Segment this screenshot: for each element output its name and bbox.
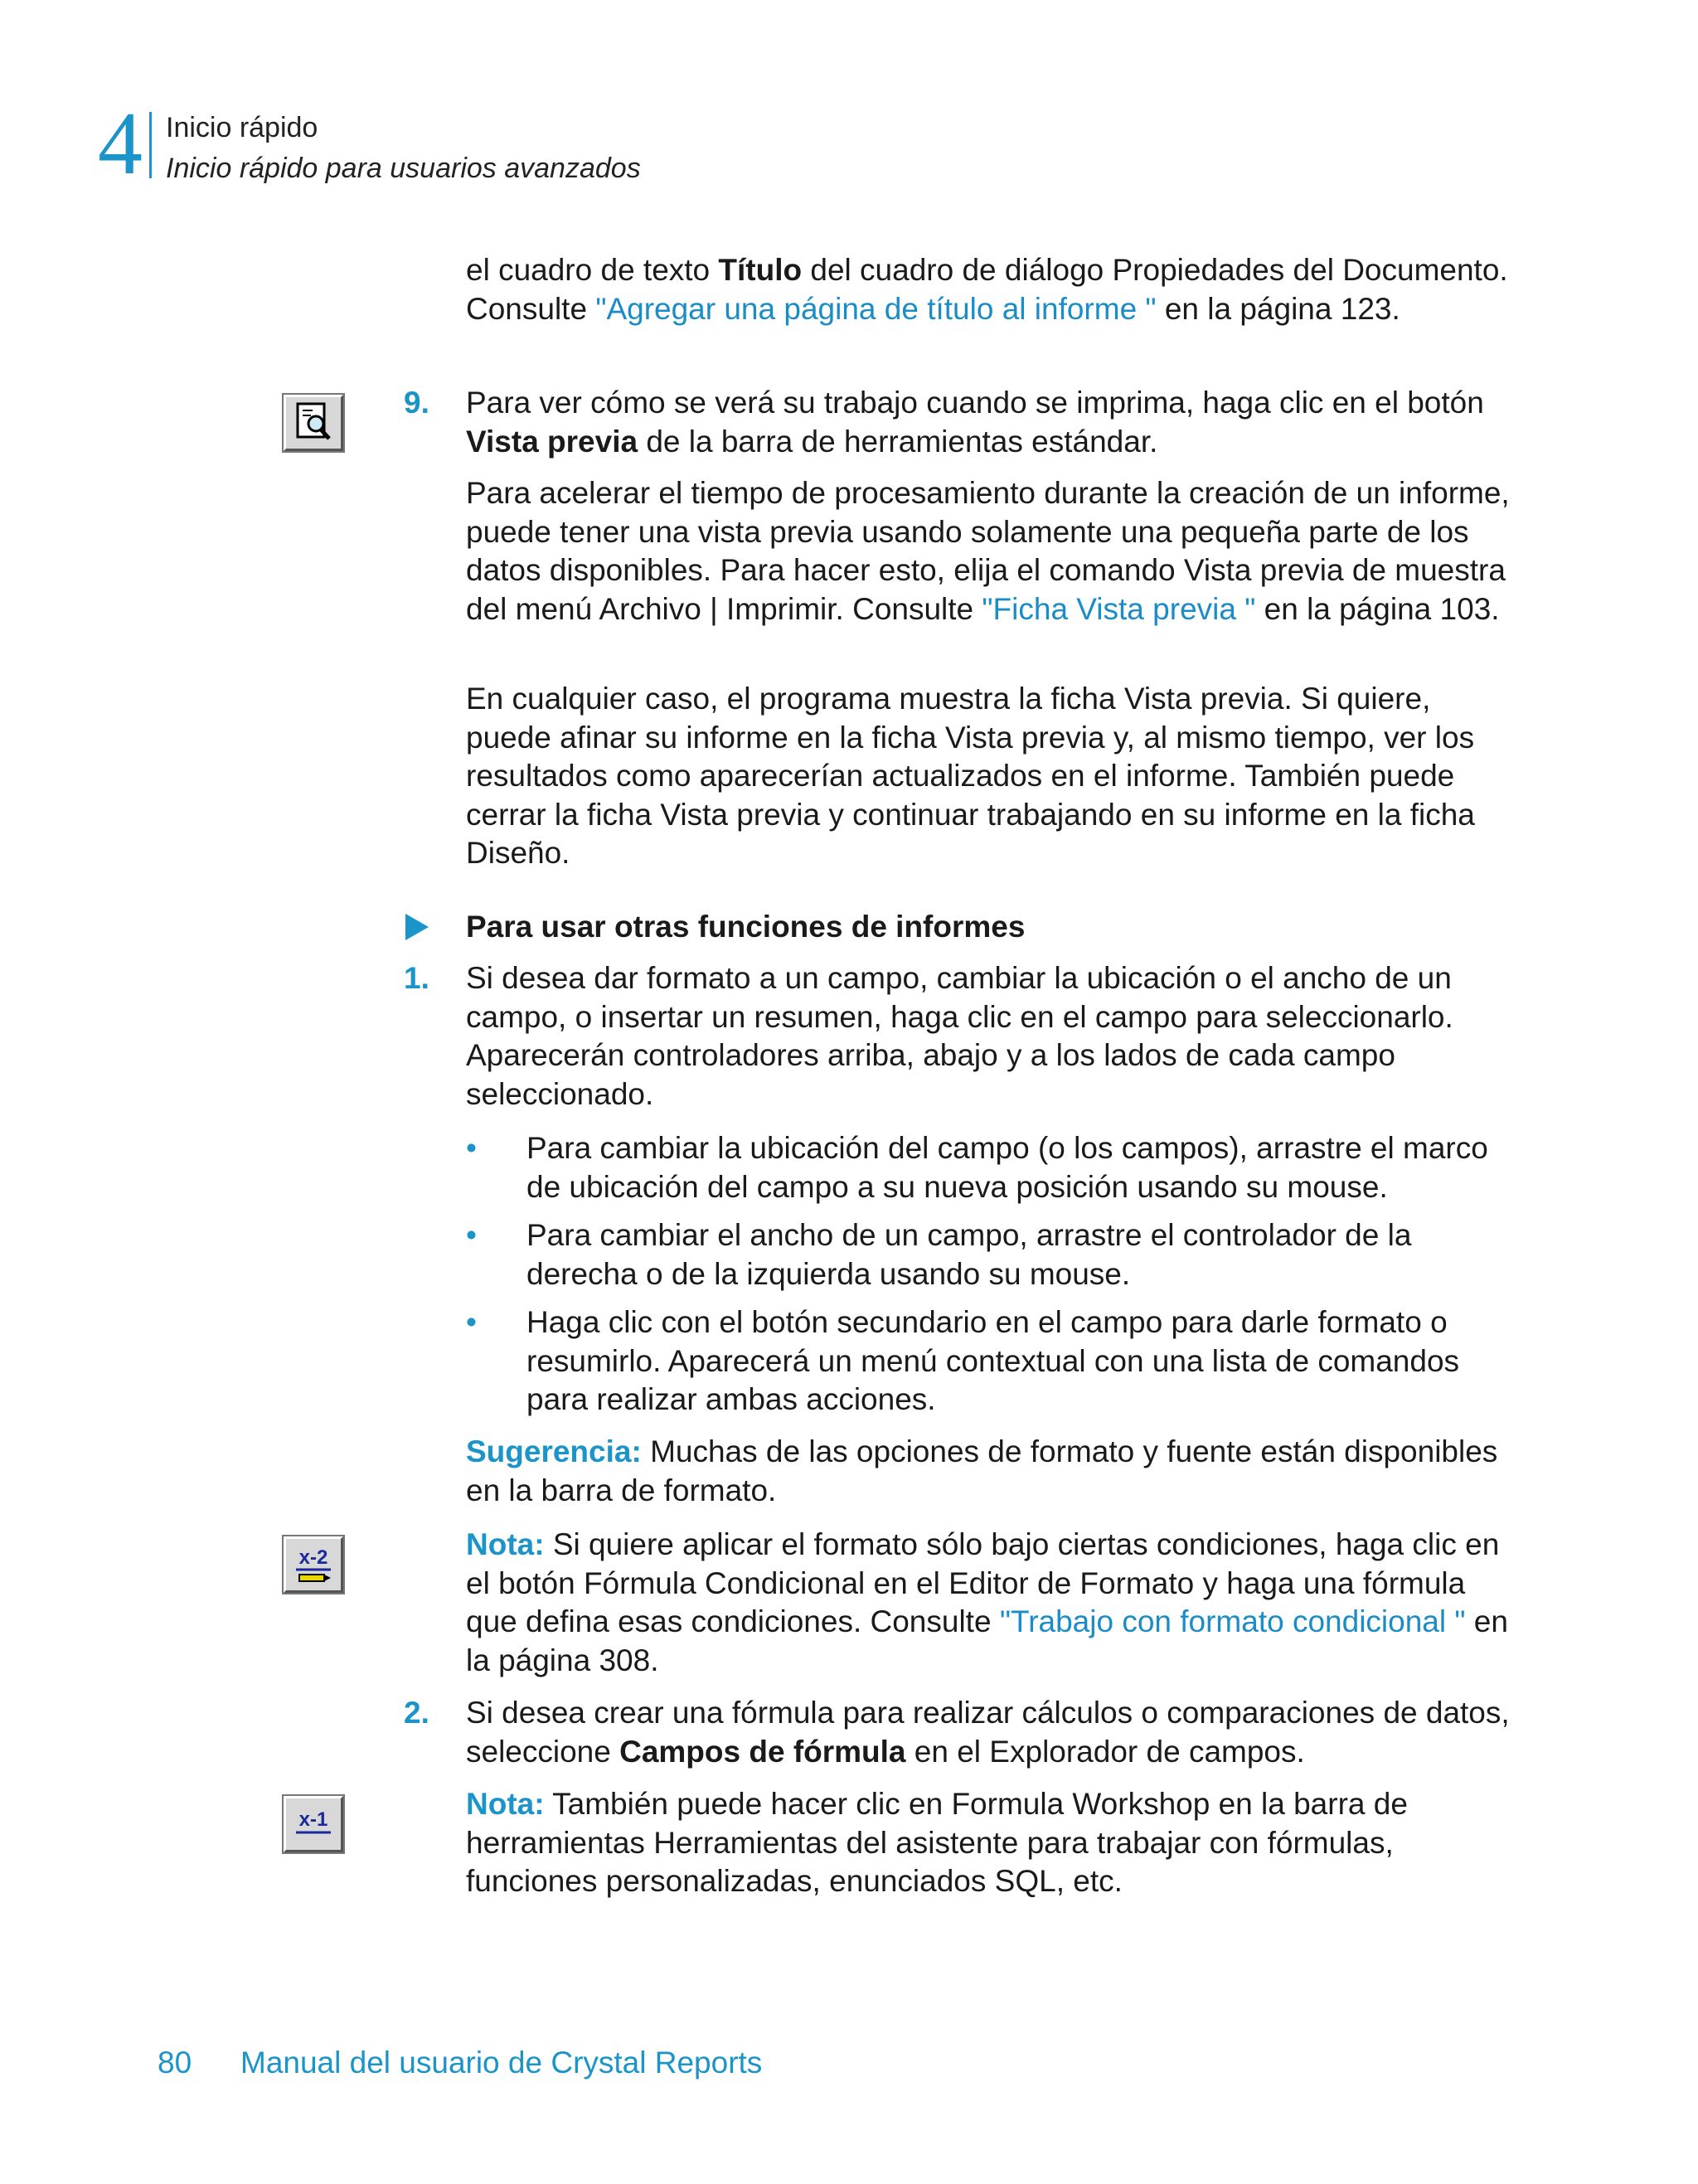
running-header-subtitle: Inicio rápido para usuarios avanzados <box>166 153 641 184</box>
page-number: 80 <box>158 2046 192 2080</box>
conditional-formula-glyph <box>286 1539 341 1590</box>
step2-text-c: en el Explorador de campos. <box>905 1734 1305 1769</box>
tip-paragraph <box>466 1433 1511 1510</box>
print-preview-glyph <box>286 397 341 449</box>
conditional-formula-glyph-text: x-2 <box>298 1546 328 1569</box>
step2-text-a: Si desea crear una fórmula para realizar cálculos o comparaciones de datos, seleccione <box>466 1696 1510 1769</box>
step9-text-a: Para ver cómo se verá su trabajo cuando se imprima, haga clic en el botón <box>466 386 1484 420</box>
link-title-page[interactable]: "Agregar una página de título al informe " <box>595 291 1157 326</box>
link-preview-tab[interactable]: "Ficha Vista previa " <box>982 591 1256 626</box>
procedure-title: Para usar otras funciones de informes <box>466 910 1026 944</box>
step2-text <box>466 1694 1511 1771</box>
bullet-marker: • <box>466 1305 477 1339</box>
intro-paragraph <box>466 251 1511 328</box>
note-label: Nota: <box>466 1787 545 1821</box>
note-text-a: Si quiere aplicar el formato sólo bajo ciertas condiciones, haga clic en el botón Fórmula Condicional en el Editor de Formato y haga una fórmula que defina esas condiciones. Consulte <box>466 1527 1500 1638</box>
note-paragraph-1 <box>466 1526 1511 1680</box>
step-number-1: 1. <box>404 961 429 995</box>
note-text-b: en la página 308. <box>466 1604 1508 1677</box>
note-paragraph-2 <box>466 1785 1511 1901</box>
intro-text-d: en la página 123. <box>1156 291 1400 326</box>
intro-text-a: el cuadro de texto <box>466 253 719 287</box>
step9-para2-a: Para acelerar el tiempo de procesamiento durante la creación de un informe, puede tener una vista previa usando solamente una pequeña parte de los datos disponibles. Para hacer esto, elija el comando Vista previa de muestra del menú Archivo | Imprimir. Consulte <box>466 476 1510 626</box>
step-number-2: 2. <box>404 1696 429 1730</box>
bullet-item: Haga clic con el botón secundario en el campo para darle formato o resumirlo. Aparecerá un menú contextual con una lista de comandos para realizar ambas acciones. <box>526 1305 1460 1416</box>
bullet-marker: • <box>466 1131 477 1165</box>
note-text: También puede hacer clic en Formula Workshop en la barra de herramientas Herramientas del asistente para trabajar con fórmulas, funciones personalizadas, enunciados SQL, etc. <box>466 1787 1408 1898</box>
step1-text: Si desea dar formato a un campo, cambiar la ubicación o el ancho de un campo, o insertar un resumen, haga clic en el campo para seleccionarlo. Aparecerán controladores arriba, abajo y a los lados de cada campo seleccionado. <box>466 961 1453 1111</box>
formula-glyph-text: x-1 <box>298 1808 328 1831</box>
tip-text: Muchas de las opciones de formato y fuente están disponibles en la barra de formato. <box>466 1434 1498 1507</box>
step2-bold-formula-fields: Campos de fórmula <box>619 1734 906 1769</box>
bullet-marker: • <box>466 1218 477 1252</box>
step9-paragraph-2 <box>466 474 1511 629</box>
procedure-arrow-icon <box>405 914 429 940</box>
step9-text-c: de la barra de herramientas estándar. <box>638 424 1158 459</box>
intro-text-c: del cuadro de diálogo Propiedades del Documento. Consulte <box>466 253 1508 326</box>
step9-bold-preview: Vista previa <box>466 424 638 459</box>
link-conditional-format[interactable]: "Trabajo con formato condicional " <box>999 1604 1466 1638</box>
intro-bold-title: Título <box>718 253 803 287</box>
step9-text <box>466 384 1511 461</box>
chapter-number: 4 <box>98 95 143 193</box>
formula-glyph <box>286 1798 341 1850</box>
footer-title: Manual del usuario de Crystal Reports <box>240 2046 763 2080</box>
step-number-9: 9. <box>404 386 429 420</box>
step9-paragraph-3: En cualquier caso, el programa muestra la ficha Vista previa. Si quiere, puede afinar su informe en la ficha Vista previa y, al mismo tiempo, ver los resultados como aparecerían actualizados en el informe. También puede cerrar la ficha Vista previa y continuar trabajando en su informe en la ficha Diseño. <box>466 682 1475 870</box>
running-header-title: Inicio rápido <box>166 112 318 143</box>
formula-icon <box>284 1796 343 1852</box>
conditional-formula-icon <box>284 1536 343 1593</box>
bullet-item: Para cambiar la ubicación del campo (o los campos), arrastre el marco de ubicación del campo a su nueva posición usando su mouse. <box>526 1131 1488 1204</box>
tip-label: Sugerencia: <box>466 1434 642 1468</box>
note-label: Nota: <box>466 1527 545 1561</box>
step9-para2-b: en la página 103. <box>1255 591 1500 626</box>
print-preview-icon <box>284 395 343 451</box>
chapter-divider <box>149 112 152 178</box>
bullet-item: Para cambiar el ancho de un campo, arrastre el controlador de la derecha o de la izquierda usando su mouse. <box>526 1218 1412 1291</box>
